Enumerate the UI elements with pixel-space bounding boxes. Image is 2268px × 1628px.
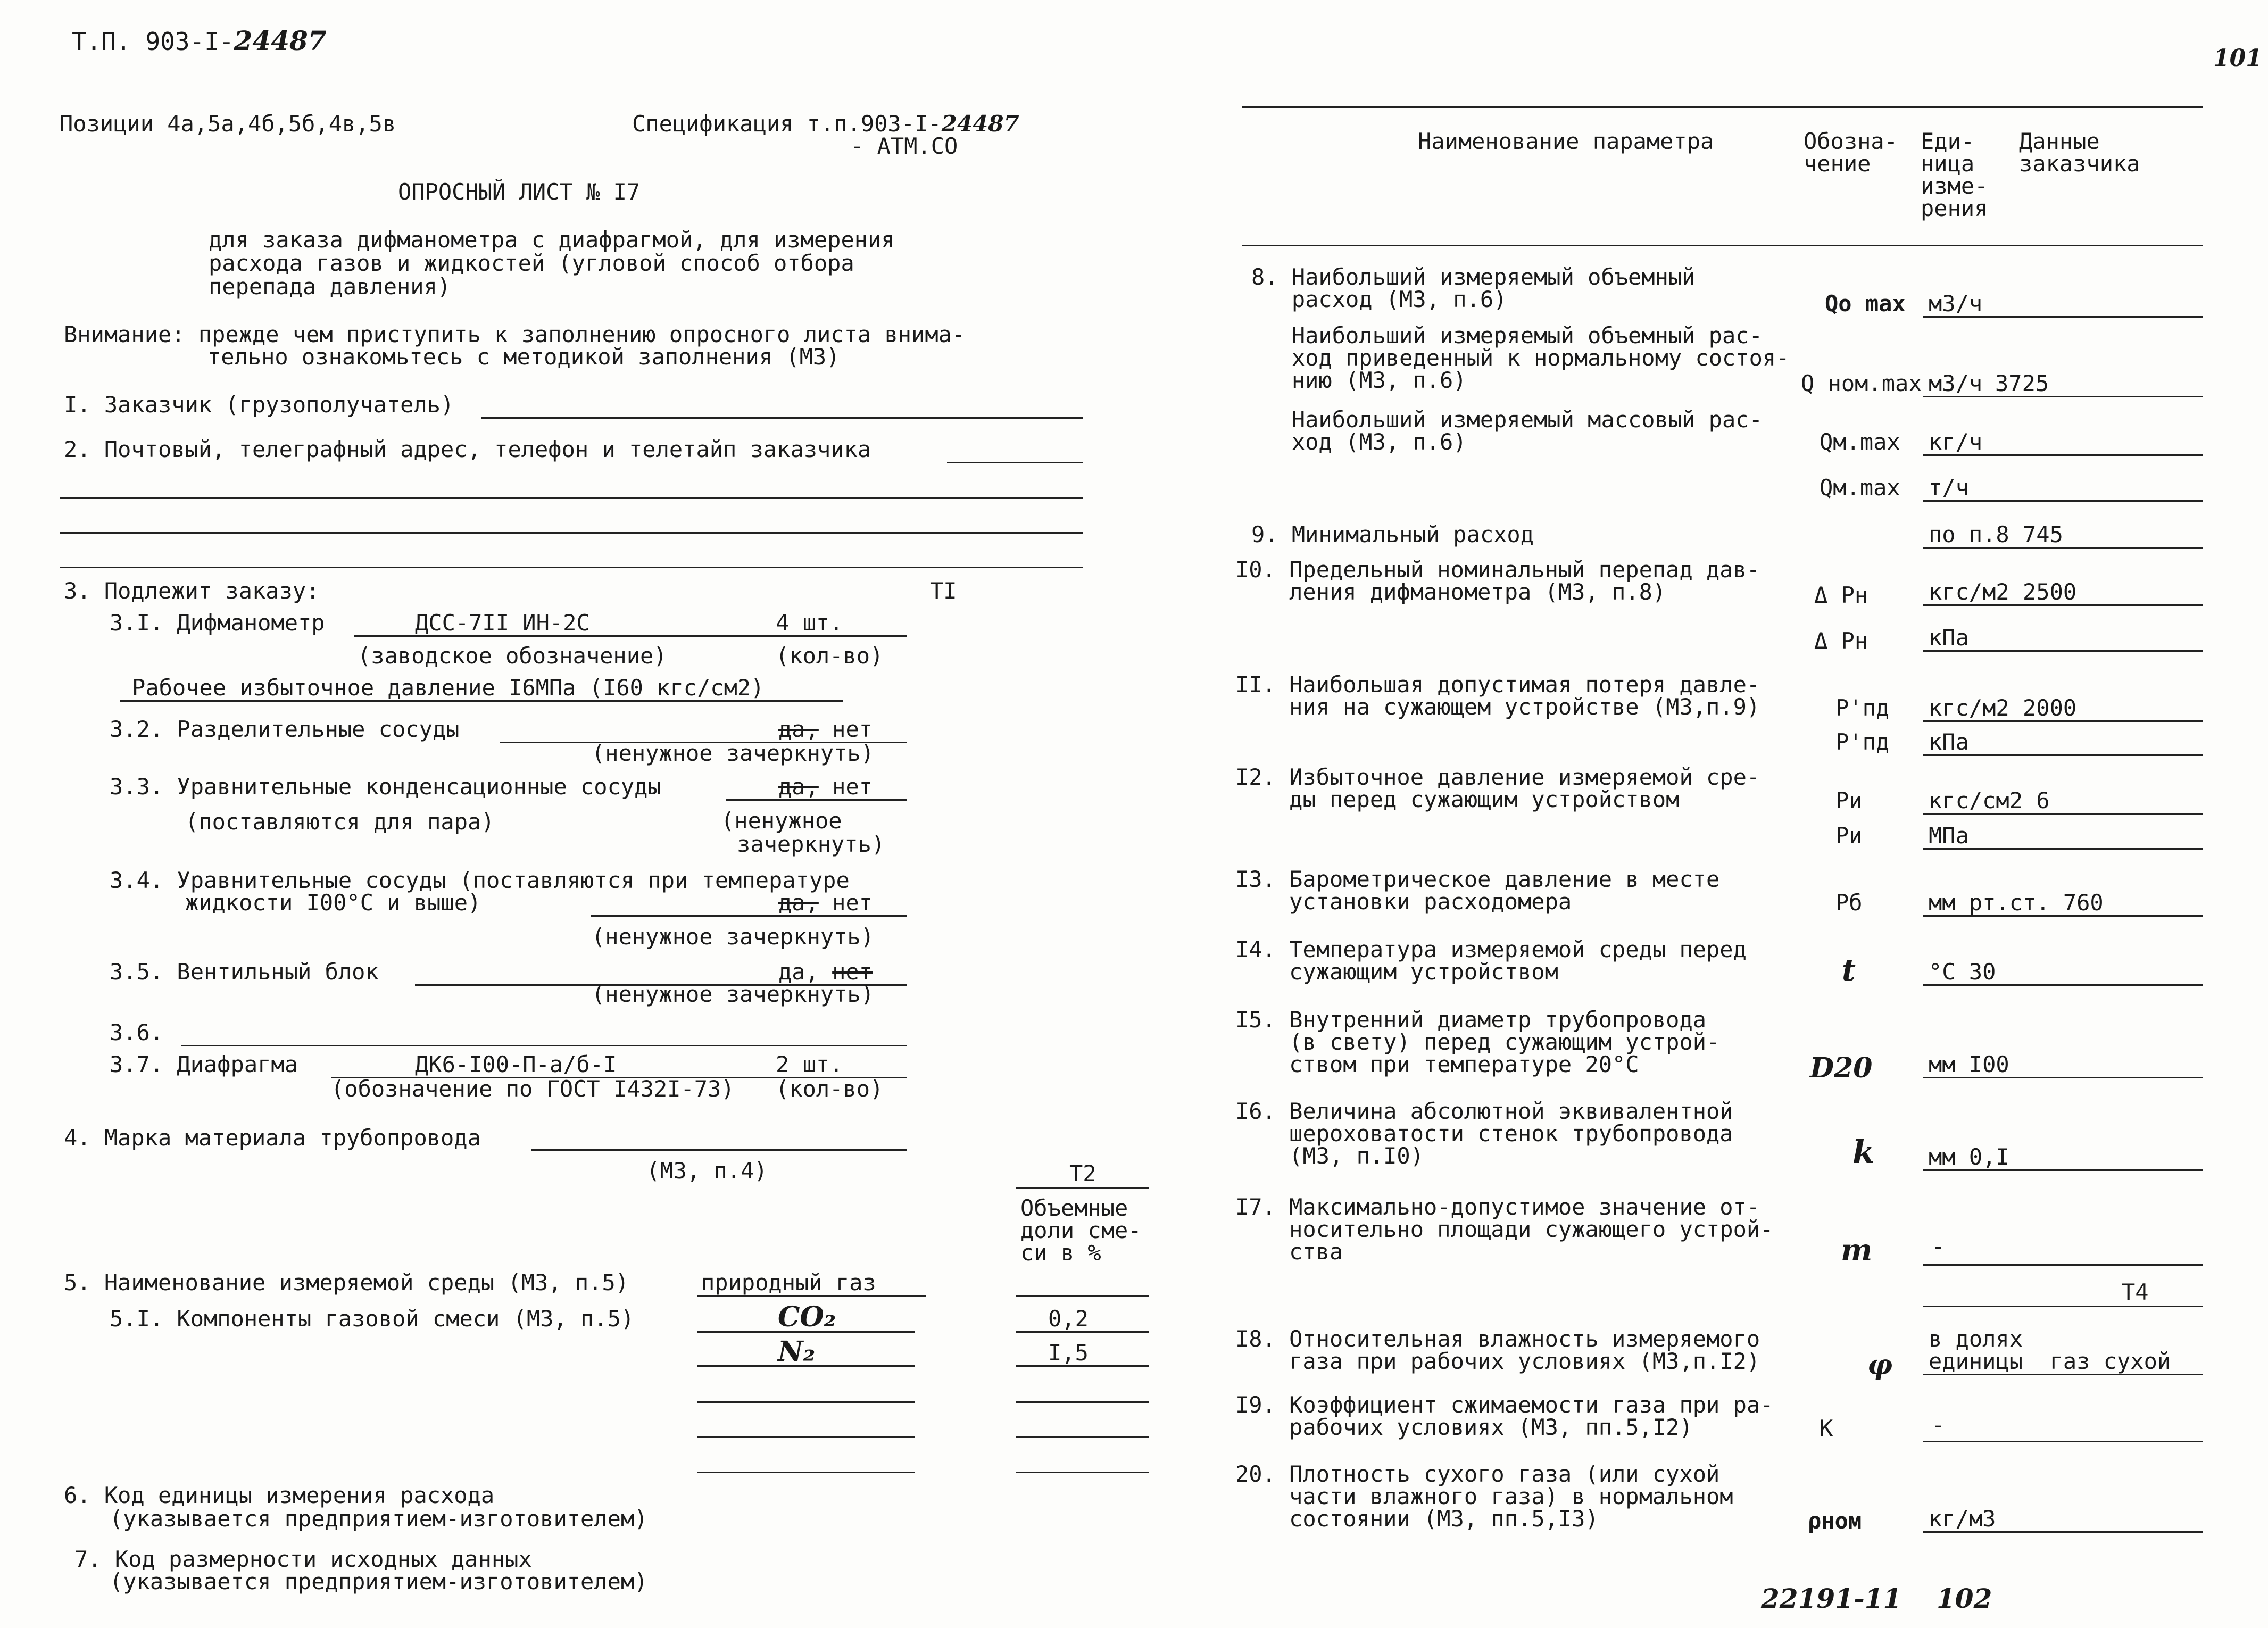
p8c-unit: кг/ч bbox=[1929, 429, 1983, 455]
p17-symbol: m bbox=[1841, 1233, 1873, 1268]
p11-line-1: II. Наибольшая допустимая потеря давле- bbox=[1235, 671, 1760, 697]
head-param-name: Наименование параметра bbox=[1418, 128, 1714, 154]
item-3-2-yes[interactable]: да, bbox=[778, 716, 819, 742]
component-2-field[interactable] bbox=[697, 1365, 915, 1367]
subtitle-line-2: расхода газов и жидкостей (угловой способ отбора bbox=[209, 250, 854, 276]
right-table-top-line bbox=[1242, 106, 2203, 108]
item-3-5-label: 3.5. Вентильный блок bbox=[110, 959, 379, 985]
right-table-head-line bbox=[1242, 245, 2203, 246]
item-3-3-label: 3.3. Уравнительные конденсационные сосуды bbox=[110, 774, 661, 800]
t2-top-line bbox=[1016, 1187, 1149, 1189]
p14-line-1: I4. Температура измеряемой среды перед bbox=[1235, 936, 1747, 962]
item-3-5-note: (ненужное зачеркнуть) bbox=[592, 981, 875, 1007]
p10-symbol: Δ Рн bbox=[1814, 582, 1868, 608]
p12-line-2: ды перед сужающим устройством bbox=[1235, 786, 1680, 812]
item-3-2-no[interactable]: нет bbox=[832, 716, 873, 742]
head-unit-1: Еди- bbox=[1921, 128, 1975, 154]
p15-field[interactable] bbox=[1923, 1077, 2203, 1078]
component-2: N₂ bbox=[778, 1335, 816, 1368]
item-3-6-field[interactable] bbox=[181, 1045, 907, 1046]
p19-field[interactable] bbox=[1923, 1441, 2203, 1442]
p16-field[interactable] bbox=[1923, 1169, 2203, 1171]
item-3-4-note: (ненужное зачеркнуть) bbox=[592, 924, 875, 950]
p11-symbol: Р'пд bbox=[1835, 695, 1890, 721]
component-1-value: 0,2 bbox=[1048, 1306, 1089, 1332]
p13-field[interactable] bbox=[1923, 915, 2203, 917]
item-3-order: 3. Подлежит заказу: bbox=[64, 578, 320, 604]
head-data-2: заказчика bbox=[2019, 151, 2140, 177]
p14-line-2: сужающим устройством bbox=[1235, 959, 1558, 985]
p12b-symbol: Ри bbox=[1835, 823, 1863, 849]
p17-line-2: носительно площади сужающего устрой- bbox=[1235, 1216, 1774, 1242]
p9-min-flow: 9. Минимальный расход bbox=[1251, 521, 1534, 547]
p8b-line-2: ход приведенный к нормальному состоя- bbox=[1251, 345, 1790, 371]
p10-field[interactable] bbox=[1923, 604, 2203, 606]
item-3-1-note-designation: (заводское обозначение) bbox=[358, 643, 667, 669]
positions: Позиции 4а,5а,4б,5б,4в,5в bbox=[60, 111, 396, 137]
p15-line-3: ством при температуре 20°С bbox=[1235, 1051, 1639, 1077]
p17-field[interactable] bbox=[1923, 1264, 2203, 1266]
item-3-7-qty: 2 шт. bbox=[776, 1051, 843, 1077]
spec-sub: - АТМ.СО bbox=[850, 133, 958, 159]
p9-field[interactable] bbox=[1923, 547, 2203, 549]
t2-row-2 bbox=[1016, 1365, 1149, 1367]
p11b-unit: кПа bbox=[1929, 729, 1969, 755]
component-3-field[interactable] bbox=[697, 1401, 915, 1403]
item-5-medium: 5. Наименование измеряемой среды (МЗ, п.5) bbox=[64, 1269, 629, 1295]
head-unit-3: изме- bbox=[1921, 173, 1988, 199]
item-3-4-label-2: жидкости I00°С и выше) bbox=[185, 890, 481, 916]
spec-label-text: Спецификация т.п.903-I- bbox=[632, 111, 942, 137]
t2-head-2: доли сме- bbox=[1020, 1217, 1142, 1243]
p17-line-1: I7. Максимально-допустимое значение от- bbox=[1235, 1194, 1760, 1220]
p13-line-1: I3. Барометрическое давление в месте bbox=[1235, 866, 1720, 892]
p12-line-1: I2. Избыточное давление измеряемой сре- bbox=[1235, 764, 1760, 790]
tp-code-text: Т.П. 903-I- bbox=[72, 27, 234, 56]
head-unit-4: рения bbox=[1921, 195, 1988, 221]
tp-code bbox=[72, 25, 327, 56]
head-symbol-1: Обозна- bbox=[1804, 128, 1898, 154]
item-3-2-label: 3.2. Разделительные сосуды bbox=[110, 716, 460, 742]
item-2-field-line-4[interactable] bbox=[60, 567, 1083, 568]
attention-line-2: тельно ознакомьтесь с методикой заполнения (МЗ) bbox=[207, 344, 840, 370]
item-3-6-label: 3.6. bbox=[110, 1019, 164, 1045]
p15-line-1: I5. Внутренний диаметр трубопровода bbox=[1235, 1007, 1707, 1033]
p11-line-2: ния на сужающем устройстве (МЗ,п.9) bbox=[1235, 694, 1760, 720]
table-marker-t1: TI bbox=[930, 578, 957, 604]
item-2-field[interactable] bbox=[947, 462, 1083, 463]
p16-line-3: (МЗ, п.I0) bbox=[1235, 1143, 1424, 1169]
p11-unit: кгс/м2 2000 bbox=[1929, 695, 2077, 721]
item-5-value: природный газ bbox=[701, 1269, 876, 1295]
subtitle-line-1: для заказа дифманометра с диафрагмой, для измерения bbox=[209, 227, 895, 253]
p8c-line-1: Наибольший измеряемый массовый рас- bbox=[1251, 406, 1763, 433]
item-3-3-choice[interactable] bbox=[778, 776, 873, 798]
p15-symbol: D20 bbox=[1810, 1052, 1873, 1084]
p19-value: - bbox=[1931, 1412, 1945, 1438]
t2-head-3: си в % bbox=[1020, 1240, 1101, 1266]
t2-row-4 bbox=[1016, 1436, 1149, 1438]
p8-line-2: расход (МЗ, п.6) bbox=[1251, 286, 1507, 312]
item-3-5-no[interactable]: нет bbox=[832, 959, 873, 985]
p8d-field[interactable] bbox=[1923, 500, 2203, 502]
table-marker-t2: T2 bbox=[1069, 1160, 1096, 1186]
t2-row-0 bbox=[1016, 1295, 1149, 1297]
p8b-line-1: Наибольший измеряемый объемный рас- bbox=[1251, 322, 1763, 348]
p12-unit: кгс/см2 6 bbox=[1929, 787, 2050, 813]
p8-unit: м3/ч bbox=[1929, 290, 1983, 317]
item-3-4-no[interactable]: нет bbox=[832, 890, 873, 916]
item-2-field-line-3[interactable] bbox=[60, 532, 1083, 534]
t2-row-1 bbox=[1016, 1331, 1149, 1333]
item-6-line-1: 6. Код единицы измерения расхода bbox=[64, 1482, 495, 1508]
component-1-field[interactable] bbox=[697, 1331, 915, 1333]
item-4-field[interactable] bbox=[531, 1149, 907, 1151]
p20-field[interactable] bbox=[1923, 1531, 2203, 1533]
item-5-1-components: 5.I. Компоненты газовой смеси (МЗ, п.5) bbox=[110, 1306, 635, 1332]
item-3-1-value: ДСС-7II ИН-2С bbox=[415, 610, 590, 636]
item-2-address: 2. Почтовый, телеграфный адрес, телефон и телетайп заказчика bbox=[64, 436, 871, 462]
component-2-value: I,5 bbox=[1048, 1340, 1089, 1366]
item-6-line-2: (указывается предприятием-изготовителем) bbox=[110, 1506, 648, 1532]
item-1-customer: I. Заказчик (грузополучатель) bbox=[64, 392, 454, 418]
t2-row-5 bbox=[1016, 1472, 1149, 1473]
p19-line-2: рабочих условиях (МЗ, пп.5,I2) bbox=[1235, 1414, 1693, 1440]
p15-unit: мм I00 bbox=[1929, 1051, 2009, 1077]
p16-line-2: шероховатости стенок трубопровода bbox=[1235, 1120, 1733, 1147]
p8d-unit: т/ч bbox=[1929, 475, 1969, 501]
p18-unit-1: в долях bbox=[1929, 1326, 2023, 1352]
p16-symbol: k bbox=[1852, 1134, 1875, 1171]
p12-field[interactable] bbox=[1923, 813, 2203, 815]
p14-symbol: t bbox=[1842, 953, 1856, 988]
p20-symbol: ρном bbox=[1808, 1508, 1862, 1534]
tp-code-handwritten: 24487 bbox=[234, 25, 327, 56]
p19-symbol: К bbox=[1820, 1415, 1833, 1441]
p17-line-3: ства bbox=[1235, 1239, 1343, 1265]
p14-unit: °С 30 bbox=[1929, 959, 1996, 985]
item-3-1-note-qty: (кол-во) bbox=[776, 643, 884, 669]
p13-line-2: установки расходомера bbox=[1235, 888, 1572, 915]
item-3-7-note-qty: (кол-во) bbox=[776, 1076, 884, 1102]
item-3-1-field[interactable] bbox=[354, 635, 907, 637]
item-3-3-note-1: (ненужное bbox=[721, 808, 842, 834]
p14-field[interactable] bbox=[1923, 984, 2203, 986]
item-3-4-yes[interactable]: да, bbox=[778, 890, 819, 916]
component-4-field[interactable] bbox=[697, 1436, 915, 1438]
p10b-unit: кПа bbox=[1929, 625, 1969, 651]
p11b-symbol: Р'пд bbox=[1835, 729, 1890, 755]
item-3-3-field[interactable] bbox=[726, 799, 907, 801]
table-marker-t4: T4 bbox=[2122, 1279, 2149, 1305]
item-3-4-field[interactable] bbox=[591, 915, 907, 917]
item-3-1-pressure: Рабочее избыточное давление I6МПа (I60 кгс/см2) bbox=[132, 675, 765, 701]
item-1-field[interactable] bbox=[481, 417, 1083, 419]
p11-field[interactable] bbox=[1923, 720, 2203, 722]
item-3-2-note: (ненужное зачеркнуть) bbox=[592, 740, 875, 766]
p9-value: по п.8 745 bbox=[1929, 521, 2063, 547]
attention-line-1: Внимание: прежде чем приступить к заполнению опросного листа внима- bbox=[64, 321, 966, 347]
item-3-7-note-gost: (обозначение по ГОСТ I432I-73) bbox=[331, 1076, 735, 1102]
item-4-material: 4. Марка материала трубопровода bbox=[64, 1125, 481, 1151]
p13-unit: мм рт.ст. 760 bbox=[1929, 890, 2104, 916]
item-3-3-note-2: зачеркнуть) bbox=[737, 831, 885, 857]
p10-line-2: ления дифманометра (МЗ, п.8) bbox=[1235, 579, 1666, 605]
item-3-2-choice[interactable] bbox=[778, 718, 873, 741]
p8b-value: 3725 bbox=[1995, 370, 2049, 396]
item-3-1-qty: 4 шт. bbox=[776, 610, 843, 636]
p10b-symbol: Δ Рн bbox=[1814, 628, 1868, 654]
item-3-1-pressure-line bbox=[120, 700, 843, 702]
p8b-unit: м3/ч bbox=[1929, 370, 1983, 396]
item-3-5-yes[interactable]: да, bbox=[778, 959, 819, 985]
p18-line-1: I8. Относительная влажность измеряемого bbox=[1235, 1326, 1760, 1352]
spec-label bbox=[632, 113, 1019, 135]
item-4-ref: (МЗ, п.4) bbox=[646, 1158, 768, 1184]
p20-line-1: 20. Плотность сухого газа (или сухой bbox=[1235, 1461, 1720, 1487]
p8b-field[interactable] bbox=[1923, 396, 2203, 397]
p10b-field[interactable] bbox=[1923, 650, 2203, 652]
p10-line-1: I0. Предельный номинальный перепад дав- bbox=[1235, 556, 1760, 583]
p18-unit-2: единицы газ сухой bbox=[1929, 1348, 2171, 1374]
p13-symbol: Рб bbox=[1835, 890, 1863, 916]
p18-line-2: газа при рабочих условиях (МЗ,п.I2) bbox=[1235, 1348, 1760, 1374]
p12b-unit: МПа bbox=[1929, 823, 1969, 849]
p10-unit: кгс/м2 2500 bbox=[1929, 579, 2077, 605]
p11b-field[interactable] bbox=[1923, 754, 2203, 756]
p18-field[interactable] bbox=[1923, 1374, 2203, 1375]
t4-line bbox=[1923, 1306, 2203, 1307]
p20-line-3: состоянии (МЗ, пп.5,I3) bbox=[1235, 1506, 1599, 1532]
form-title: ОПРОСНЫЙ ЛИСТ № I7 bbox=[398, 179, 641, 205]
p16-unit: мм 0,I bbox=[1929, 1144, 2009, 1170]
p8-symbol: Qo max bbox=[1825, 290, 1906, 317]
p8-line-1: 8. Наибольший измеряемый объемный bbox=[1251, 264, 1696, 290]
item-5-field[interactable] bbox=[697, 1295, 926, 1297]
component-1: CO₂ bbox=[778, 1301, 836, 1333]
item-3-3-sub: (поставляются для пара) bbox=[185, 809, 495, 835]
p8b-symbol: Q ном.max bbox=[1801, 370, 1922, 396]
head-unit-2: ница bbox=[1921, 151, 1975, 177]
component-5-field[interactable] bbox=[697, 1472, 915, 1473]
t2-head-1: Объемные bbox=[1020, 1195, 1128, 1221]
head-data-1: Данные bbox=[2019, 128, 2100, 154]
p20-line-2: части влажного газа) в нормальном bbox=[1235, 1483, 1733, 1509]
item-3-4-choice[interactable] bbox=[778, 892, 873, 914]
p12-symbol: Ри bbox=[1835, 787, 1863, 813]
page-number-right: 101 bbox=[2213, 45, 2262, 72]
p8c-field[interactable] bbox=[1923, 454, 2203, 456]
t2-row-3 bbox=[1016, 1401, 1149, 1403]
footer-code: 22191-11 bbox=[1761, 1583, 1902, 1614]
item-3-7-value: ДК6-I00-П-а/б-I bbox=[415, 1051, 617, 1077]
p8c-line-2: ход (МЗ, п.6) bbox=[1251, 429, 1467, 455]
p12b-field[interactable] bbox=[1923, 848, 2203, 850]
p8c-symbol: Qм.max bbox=[1820, 429, 1900, 455]
p20-unit: кг/м3 bbox=[1929, 1506, 1996, 1532]
p8b-line-3: нию (МЗ, п.6) bbox=[1251, 367, 1467, 393]
item-7-line-2: (указывается предприятием-изготовителем) bbox=[110, 1568, 648, 1594]
item-2-field-line-2[interactable] bbox=[60, 497, 1083, 499]
subtitle-line-3: перепада давления) bbox=[209, 273, 451, 300]
p17-value: - bbox=[1931, 1233, 1945, 1259]
item-3-3-yes[interactable]: да, bbox=[778, 774, 819, 800]
item-3-1-label: 3.I. Дифманометр bbox=[110, 610, 325, 636]
p16-line-1: I6. Величина абсолютной эквивалентной bbox=[1235, 1098, 1733, 1124]
item-3-5-choice[interactable] bbox=[778, 961, 873, 983]
p15-line-2: (в свету) перед сужающим устрой- bbox=[1235, 1029, 1720, 1055]
footer-page: 102 bbox=[1937, 1583, 1992, 1614]
item-3-4-label: 3.4. Уравнительные сосуды (поставляются при температуре bbox=[110, 867, 850, 893]
item-3-7-label: 3.7. Диафрагма bbox=[110, 1051, 298, 1077]
p8-field[interactable] bbox=[1923, 316, 2203, 318]
p8d-symbol: Qм.max bbox=[1820, 475, 1900, 501]
p19-line-1: I9. Коэффициент сжимаемости газа при ра- bbox=[1235, 1392, 1774, 1418]
spec-handwritten: 24487 bbox=[941, 111, 1019, 137]
p18-symbol: φ bbox=[1867, 1349, 1893, 1381]
head-symbol-2: чение bbox=[1804, 151, 1871, 177]
item-7-line-1: 7. Код размерности исходных данных bbox=[74, 1546, 532, 1572]
item-3-3-no[interactable]: нет bbox=[832, 774, 873, 800]
